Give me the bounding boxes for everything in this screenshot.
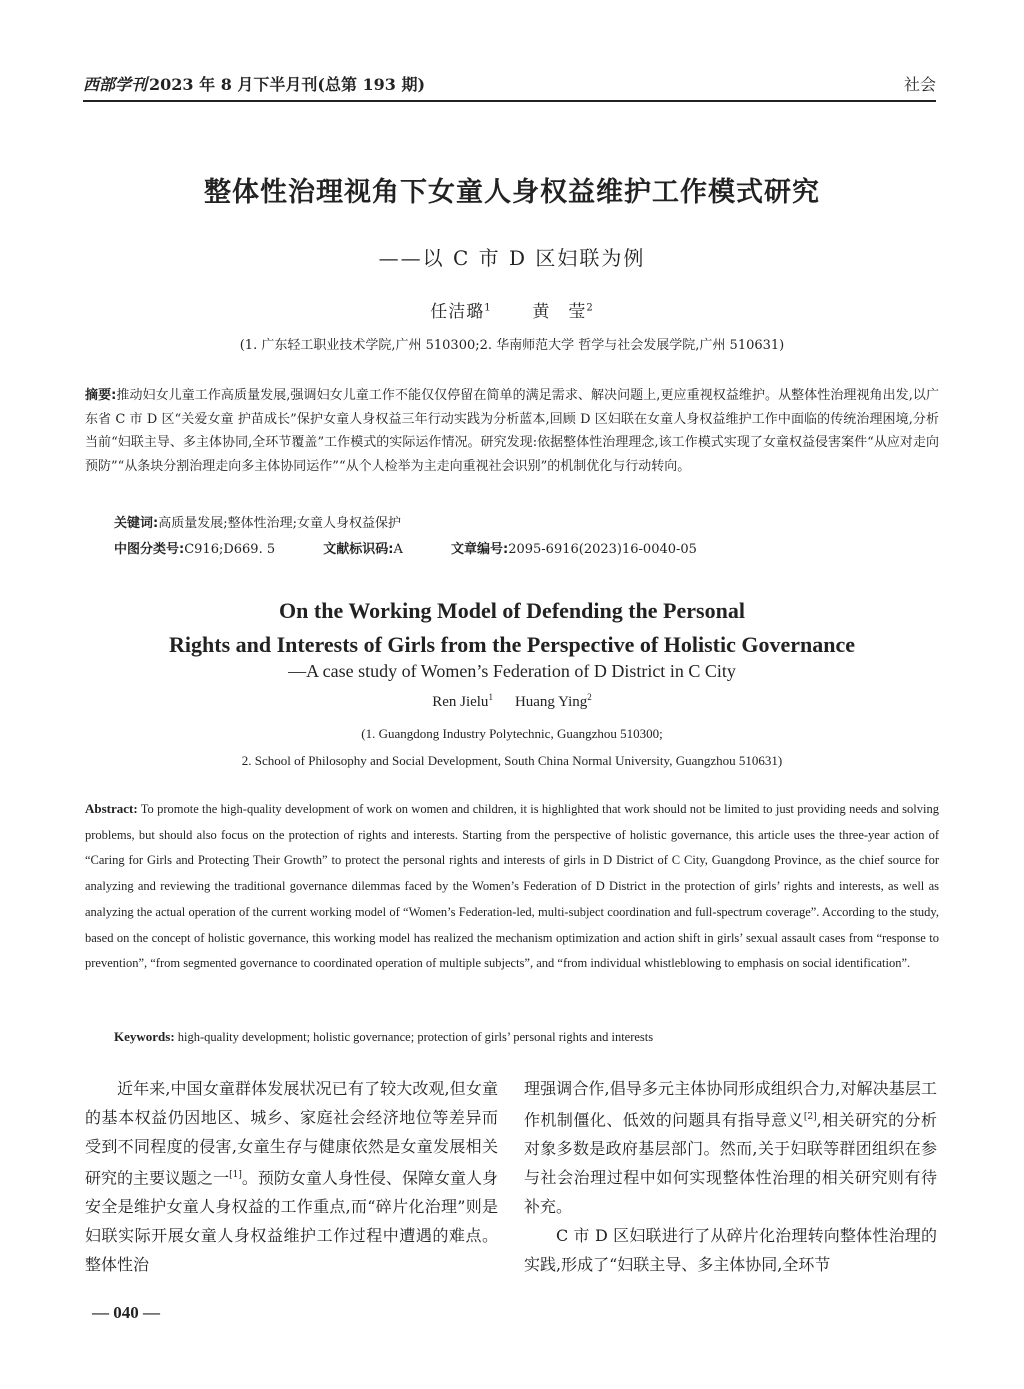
author-affiliation-mark: 2	[587, 692, 592, 702]
clc-label: 中图分类号:	[114, 542, 185, 557]
paper-title-cn: 整体性治理视角下女童人身权益维护工作模式研究	[204, 177, 820, 208]
body-paragraph	[524, 1074, 937, 1221]
article-number-value: 2095-6916(2023)16-0040-05	[508, 542, 697, 557]
keywords-text: 高质量发展;整体性治理;女童人身权益保护	[158, 516, 401, 531]
affiliations-cn: (1. 广东轻工职业技术学院,广州 510300;2. 华南师范大学 哲学与社会发展学院,广州 510631)	[239, 338, 785, 353]
keywords-cn	[114, 512, 401, 531]
body-paragraph: C 市 D 区妇联进行了从碎片化治理转向整体性治理的实践,形成了“妇联主导、多主体协同,全环节	[524, 1226, 937, 1275]
paper-subtitle-en: —A case study of Women’s Federation of D District in C City	[288, 661, 736, 681]
keywords-en	[114, 1029, 653, 1045]
page-number: — 040 —	[92, 1303, 160, 1322]
abstract-label: 摘要:	[85, 388, 117, 403]
classification-line	[114, 538, 914, 557]
abstract-en	[85, 796, 939, 977]
header-section: 社会	[903, 75, 936, 94]
article-number-label: 文章编号:	[451, 542, 509, 557]
citation-ref: [2]	[803, 1112, 817, 1122]
body-text: ,相关研究的分析对象多数是政府基层部门。然而,关于妇联等群团组织在参与社会治理过程中如何实现整体性治理的相关研究则有待补充。	[524, 1110, 937, 1217]
keywords-en-label: Keywords:	[114, 1029, 175, 1044]
citation-ref: [1]	[229, 1170, 242, 1180]
header-issue: 2023 年 8 月下半月刊(总第 193 期)	[149, 75, 426, 94]
affiliation-en-line: (1. Guangdong Industry Polytechnic, Guangzhou 510300;	[361, 726, 663, 741]
keywords-en-text: high-quality development; holistic governance; protection of girls’ personal rights and interests	[177, 1030, 654, 1044]
body-text: 近年来,中国女童群体发展状况已有了较大改观,但女童的基本权益仍因地区、城乡、家庭社会经济地位等差异而受到不同程度的侵害,女童生存与健康依然是女童发展相关研究的主要议题之一	[85, 1079, 498, 1188]
abstract-en-label: Abstract:	[85, 801, 138, 816]
document-code	[323, 542, 403, 557]
clc-number	[114, 542, 275, 557]
body-column-left	[85, 1074, 498, 1279]
author-affiliation-mark: 2	[586, 302, 594, 314]
document-code-label: 文献标识码:	[323, 542, 394, 557]
document-code-value: A	[393, 542, 403, 557]
authors-cn	[0, 297, 1024, 322]
author-name: 任洁璐	[430, 302, 485, 322]
clc-value: C916;D669. 5	[184, 542, 276, 557]
author-affiliation-mark: 1	[488, 692, 493, 702]
running-header	[83, 70, 936, 102]
author-affiliation-mark: 1	[484, 302, 492, 314]
abstract-en-text: To promote the high-quality development of work on women and children, it is highlighted that work should not be limited to just providing needs and solving problems, but should also focus on the protection of rights and interests. Starting from the perspective of holistic governance, this article uses the three-year action of “Caring for Girls and Protecting Their Growth” to protect the personal rights and interests of girls in D District of C City, Guangdong Province, as the chief source for analyzing and reviewing the traditional governance dilemmas faced by the Women’s Federation of D District in the protection of girls’ rights and interests, as well as analyzing the actual operation of the current working model of “Women’s Federation-led, multi-subject coordination and full-spectrum coverage”. According to the study, based on the concept of holistic governance, this working model has realized the mechanism optimization and action shift in girls’ sexual assault cases from “response to prevention”, “from segmented governance to coordinated operation of multiple subjects”, and “from individual whistleblowing to emphasis on social identification”.	[85, 802, 939, 971]
paper-title-en	[0, 594, 1024, 662]
author-name: 黄 莹	[532, 302, 587, 322]
author-name-en: Huang Ying	[514, 694, 588, 710]
body-text: 。预防女童人身性侵、保障女童人身安全是维护女童人身权益的工作重点,而“碎片化治理”则是妇联实际开展女童人身权益维护工作过程中遭遇的难点。整体性治	[85, 1168, 498, 1275]
author-name-en: Ren Jielu	[432, 694, 489, 710]
affiliation-en-line: 2. School of Philosophy and Social Development, South China Normal University, Guangzhou 510631)	[241, 753, 783, 768]
article-number	[451, 542, 697, 557]
authors-en	[0, 692, 1024, 711]
header-journal	[83, 72, 425, 95]
keywords-label: 关键词:	[114, 516, 159, 531]
title-en-line: On the Working Model of Defending the Personal	[279, 598, 745, 623]
body-paragraph	[85, 1074, 498, 1279]
title-en-line: Rights and Interests of Girls from the Perspective of Holistic Governance	[169, 632, 855, 657]
journal-logo: 西部学刊	[83, 75, 148, 94]
paper-subtitle-cn: ——以 C 市 D 区妇联为例	[378, 246, 646, 270]
abstract-cn	[85, 384, 939, 478]
body-column-right	[524, 1074, 937, 1279]
body-text: 理强调合作,倡导多元主体协同形成组织合力,对解决基层工作机制僵化、低效的问题具有指导意义	[524, 1079, 937, 1130]
abstract-text: 推动妇女儿童工作高质量发展,强调妇女儿童工作不能仅仅停留在简单的满足需求、解决问题上,更应重视权益维护。从整体性治理视角出发,以广东省 C 市 D 区“关爱女童 护苗成长”保护女童人身权益三年行动实践为分析蓝本,回顾 D 区妇联在女童人身权益维护工作中面临的传统治理困境,分析当前“妇联主导、多主体协同,全环节覆盖”工作模式的实际运作情况。研究发现:依据整体性治理理念,该工作模式实现了女童权益侵害案件“从应对走向预防”“从条块分割治理走向多主体协同运作”“从个人检举为主走向重视社会识别”的机制优化与行动转向。	[85, 388, 940, 474]
affiliations-en	[0, 720, 1024, 774]
